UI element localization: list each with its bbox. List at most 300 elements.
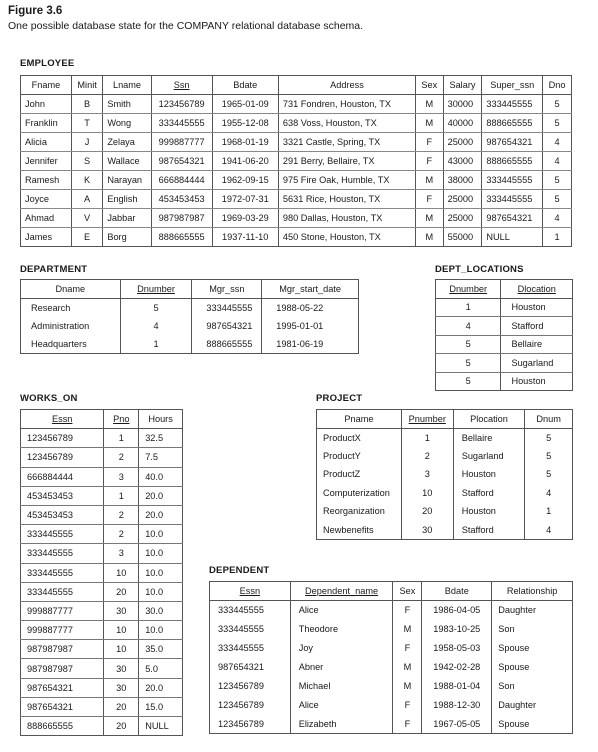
dependent-column-header: Relationship bbox=[492, 582, 573, 601]
works-on-cell: 10.0 bbox=[139, 621, 183, 640]
project-cell: Newbenefits bbox=[317, 521, 402, 540]
employee-cell: 25000 bbox=[443, 190, 482, 209]
employee-cell: John bbox=[21, 95, 72, 114]
project-table-title: PROJECT bbox=[316, 393, 363, 404]
project-cell: ProductZ bbox=[317, 465, 402, 484]
dependent-column-header: Bdate bbox=[422, 582, 492, 601]
department-table-row bbox=[21, 317, 359, 336]
employee-cell: Franklin bbox=[21, 114, 72, 133]
employee-table-row bbox=[21, 171, 572, 190]
employee-column-header: Super_ssn bbox=[482, 76, 543, 95]
dependent-cell: F bbox=[393, 715, 422, 734]
works-on-table-row bbox=[21, 486, 183, 505]
project-table-row bbox=[317, 447, 573, 466]
works-on-cell: 333445555 bbox=[21, 563, 104, 582]
project-cell: Sugarland bbox=[453, 447, 525, 466]
works-on-cell: 10.0 bbox=[139, 582, 183, 601]
employee-cell: 450 Stone, Houston, TX bbox=[278, 228, 415, 247]
employee-cell: 1965-01-09 bbox=[212, 95, 278, 114]
employee-cell: B bbox=[71, 95, 102, 114]
works-on-cell: 453453453 bbox=[21, 486, 104, 505]
dept-locations-table bbox=[435, 279, 573, 391]
employee-cell: 975 Fire Oak, Humble, TX bbox=[278, 171, 415, 190]
employee-cell: Smith bbox=[103, 95, 151, 114]
works-on-cell: 1 bbox=[104, 486, 139, 505]
works-on-cell: 30.0 bbox=[139, 601, 183, 620]
dependent-cell: F bbox=[393, 639, 422, 658]
dependent-cell: 1942-02-28 bbox=[422, 658, 492, 677]
employee-cell: M bbox=[416, 171, 443, 190]
dependent-column-header: Sex bbox=[393, 582, 422, 601]
employee-cell: 980 Dallas, Houston, TX bbox=[278, 209, 415, 228]
works-on-table-row bbox=[21, 697, 183, 716]
works-on-cell: 987654321 bbox=[21, 678, 104, 697]
department-table-row bbox=[21, 335, 359, 354]
employee-column-header: Salary bbox=[443, 76, 482, 95]
employee-cell: 3321 Castle, Spring, TX bbox=[278, 133, 415, 152]
works-on-cell: 7.5 bbox=[139, 448, 183, 467]
works-on-cell: 666884444 bbox=[21, 467, 104, 486]
employee-cell: Borg bbox=[103, 228, 151, 247]
works-on-table-row bbox=[21, 621, 183, 640]
dependent-cell: M bbox=[393, 677, 422, 696]
employee-cell: 999887777 bbox=[151, 133, 212, 152]
employee-cell: F bbox=[416, 152, 443, 171]
employee-cell: Ramesh bbox=[21, 171, 72, 190]
dependent-cell: 123456789 bbox=[210, 677, 291, 696]
employee-cell: Wallace bbox=[103, 152, 151, 171]
works-on-column-header: Essn bbox=[21, 410, 104, 429]
department-cell: 333445555 bbox=[192, 298, 262, 317]
dependent-cell: 123456789 bbox=[210, 715, 291, 734]
works-on-table-row bbox=[21, 448, 183, 467]
works-on-cell: 5.0 bbox=[139, 659, 183, 678]
works-on-cell: 453453453 bbox=[21, 505, 104, 524]
dependent-table-row bbox=[210, 601, 573, 620]
employee-cell: 1972-07-31 bbox=[212, 190, 278, 209]
department-cell: Headquarters bbox=[21, 335, 121, 354]
dependent-cell: F bbox=[393, 696, 422, 715]
dependent-cell: Joy bbox=[290, 639, 393, 658]
department-column-header: Mgr_start_date bbox=[262, 280, 359, 299]
dependent-cell: 333445555 bbox=[210, 620, 291, 639]
employee-cell: F bbox=[416, 133, 443, 152]
dependent-cell: F bbox=[393, 601, 422, 620]
dept-locations-table-row bbox=[436, 298, 573, 317]
dependent-cell: Alice bbox=[290, 601, 393, 620]
employee-column-header: Sex bbox=[416, 76, 443, 95]
department-cell: Administration bbox=[21, 317, 121, 336]
dependent-cell: 123456789 bbox=[210, 696, 291, 715]
works-on-cell: 333445555 bbox=[21, 544, 104, 563]
project-cell: Computerization bbox=[317, 484, 402, 503]
project-cell: Houston bbox=[453, 502, 525, 521]
employee-table-row bbox=[21, 209, 572, 228]
project-header-row bbox=[317, 410, 573, 429]
employee-cell: 1 bbox=[543, 228, 572, 247]
dependent-table-row bbox=[210, 715, 573, 734]
works-on-table-row bbox=[21, 659, 183, 678]
dependent-cell: Son bbox=[492, 677, 573, 696]
employee-cell: 987654321 bbox=[151, 152, 212, 171]
department-cell: 888665555 bbox=[192, 335, 262, 354]
employee-cell: James bbox=[21, 228, 72, 247]
employee-cell: 123456789 bbox=[151, 95, 212, 114]
employee-column-header: Ssn bbox=[151, 76, 212, 95]
figure-caption: One possible database state for the COMPANY relational database schema. bbox=[8, 20, 364, 32]
project-column-header: Plocation bbox=[453, 410, 525, 429]
department-cell: 987654321 bbox=[192, 317, 262, 336]
dependent-column-header: Dependent_name bbox=[290, 582, 393, 601]
employee-cell: 55000 bbox=[443, 228, 482, 247]
department-table-title: DEPARTMENT bbox=[20, 264, 88, 275]
dept-locations-column-header: Dlocation bbox=[501, 280, 573, 299]
dept-locations-cell: 5 bbox=[436, 354, 501, 373]
works-on-column-header: Hours bbox=[139, 410, 183, 429]
dept-locations-table-row bbox=[436, 354, 573, 373]
employee-cell: J bbox=[71, 133, 102, 152]
employee-cell: 1968-01-19 bbox=[212, 133, 278, 152]
employee-cell: 888665555 bbox=[482, 114, 543, 133]
project-cell: 4 bbox=[525, 521, 573, 540]
dependent-cell: 987654321 bbox=[210, 658, 291, 677]
works-on-cell: 20 bbox=[104, 582, 139, 601]
employee-cell: K bbox=[71, 171, 102, 190]
dependent-cell: 1986-04-05 bbox=[422, 601, 492, 620]
project-cell: Stafford bbox=[453, 521, 525, 540]
employee-table-row bbox=[21, 95, 572, 114]
works-on-cell: 10 bbox=[104, 640, 139, 659]
works-on-table-title: WORKS_ON bbox=[20, 393, 78, 404]
works-on-cell: 1 bbox=[104, 429, 139, 448]
dept-locations-table-row bbox=[436, 372, 573, 391]
employee-cell: 1969-03-29 bbox=[212, 209, 278, 228]
works-on-table-row bbox=[21, 582, 183, 601]
project-cell: 4 bbox=[525, 484, 573, 503]
works-on-cell: 15.0 bbox=[139, 697, 183, 716]
dependent-column-header: Essn bbox=[210, 582, 291, 601]
employee-cell: 1941-06-20 bbox=[212, 152, 278, 171]
employee-cell: 987654321 bbox=[482, 209, 543, 228]
works-on-cell: 987987987 bbox=[21, 640, 104, 659]
dependent-cell: 333445555 bbox=[210, 601, 291, 620]
works-on-cell: 3 bbox=[104, 467, 139, 486]
employee-cell: 5631 Rice, Houston, TX bbox=[278, 190, 415, 209]
works-on-cell: 3 bbox=[104, 544, 139, 563]
dependent-cell: Daughter bbox=[492, 601, 573, 620]
employee-cell: F bbox=[416, 190, 443, 209]
works-on-cell: 10.0 bbox=[139, 563, 183, 582]
project-table-row bbox=[317, 465, 573, 484]
dept-locations-cell: Houston bbox=[501, 298, 573, 317]
works-on-cell: 32.5 bbox=[139, 429, 183, 448]
dependent-table-row bbox=[210, 620, 573, 639]
employee-cell: 987987987 bbox=[151, 209, 212, 228]
dependent-cell: Elizabeth bbox=[290, 715, 393, 734]
employee-cell: 453453453 bbox=[151, 190, 212, 209]
employee-cell: M bbox=[416, 209, 443, 228]
project-cell: 2 bbox=[401, 447, 453, 466]
employee-cell: T bbox=[71, 114, 102, 133]
works-on-cell: 20 bbox=[104, 697, 139, 716]
employee-cell: 30000 bbox=[443, 95, 482, 114]
employee-cell: 638 Voss, Houston, TX bbox=[278, 114, 415, 133]
works-on-cell: 40.0 bbox=[139, 467, 183, 486]
employee-table-row bbox=[21, 190, 572, 209]
department-cell: 1981-06-19 bbox=[262, 335, 359, 354]
works-on-cell: 123456789 bbox=[21, 448, 104, 467]
employee-column-header: Dno bbox=[543, 76, 572, 95]
employee-cell: English bbox=[103, 190, 151, 209]
department-header-row bbox=[21, 280, 359, 299]
employee-cell: 38000 bbox=[443, 171, 482, 190]
employee-cell: Joyce bbox=[21, 190, 72, 209]
works-on-cell: 35.0 bbox=[139, 640, 183, 659]
project-cell: 5 bbox=[525, 447, 573, 466]
employee-cell: 291 Berry, Bellaire, TX bbox=[278, 152, 415, 171]
employee-cell: 25000 bbox=[443, 133, 482, 152]
works-on-cell: 30 bbox=[104, 659, 139, 678]
dependent-cell: 1988-12-30 bbox=[422, 696, 492, 715]
employee-cell: 5 bbox=[543, 95, 572, 114]
works-on-header-row bbox=[21, 410, 183, 429]
dependent-cell: M bbox=[393, 620, 422, 639]
works-on-cell: NULL bbox=[139, 717, 183, 736]
works-on-cell: 20.0 bbox=[139, 486, 183, 505]
employee-cell: 888665555 bbox=[151, 228, 212, 247]
dependent-header-row bbox=[210, 582, 573, 601]
dependent-table-row bbox=[210, 639, 573, 658]
dependent-cell: M bbox=[393, 658, 422, 677]
dependent-cell: 1958-05-03 bbox=[422, 639, 492, 658]
works-on-cell: 888665555 bbox=[21, 717, 104, 736]
department-table-row bbox=[21, 298, 359, 317]
dependent-cell: 1988-01-04 bbox=[422, 677, 492, 696]
dependent-cell: Spouse bbox=[492, 715, 573, 734]
employee-cell: 333445555 bbox=[151, 114, 212, 133]
works-on-cell: 2 bbox=[104, 525, 139, 544]
project-cell: Bellaire bbox=[453, 428, 525, 447]
department-column-header: Mgr_ssn bbox=[192, 280, 262, 299]
employee-column-header: Address bbox=[278, 76, 415, 95]
project-column-header: Pname bbox=[317, 410, 402, 429]
department-cell: 1988-05-22 bbox=[262, 298, 359, 317]
employee-column-header: Minit bbox=[71, 76, 102, 95]
dept-locations-cell: Houston bbox=[501, 372, 573, 391]
dependent-cell: Spouse bbox=[492, 639, 573, 658]
dependent-cell: Spouse bbox=[492, 658, 573, 677]
project-cell: 20 bbox=[401, 502, 453, 521]
employee-cell: 1955-12-08 bbox=[212, 114, 278, 133]
employee-cell: M bbox=[416, 95, 443, 114]
employee-cell: Narayan bbox=[103, 171, 151, 190]
works-on-cell: 333445555 bbox=[21, 582, 104, 601]
dept-locations-cell: 5 bbox=[436, 335, 501, 354]
works-on-cell: 987654321 bbox=[21, 697, 104, 716]
works-on-table-row bbox=[21, 563, 183, 582]
employee-cell: M bbox=[416, 228, 443, 247]
employee-cell: 4 bbox=[543, 133, 572, 152]
dependent-cell: Theodore bbox=[290, 620, 393, 639]
project-column-header: Dnum bbox=[525, 410, 573, 429]
project-cell: 5 bbox=[525, 428, 573, 447]
project-cell: Houston bbox=[453, 465, 525, 484]
dependent-cell: Daughter bbox=[492, 696, 573, 715]
employee-table-title: EMPLOYEE bbox=[20, 58, 75, 69]
employee-cell: 888665555 bbox=[482, 152, 543, 171]
employee-cell: E bbox=[71, 228, 102, 247]
works-on-table bbox=[20, 409, 183, 736]
employee-cell: Jabbar bbox=[103, 209, 151, 228]
employee-column-header: Fname bbox=[21, 76, 72, 95]
dependent-cell: 1967-05-05 bbox=[422, 715, 492, 734]
dept-locations-cell: 1 bbox=[436, 298, 501, 317]
works-on-cell: 20 bbox=[104, 717, 139, 736]
employee-table-row bbox=[21, 228, 572, 247]
employee-cell: Jennifer bbox=[21, 152, 72, 171]
department-column-header: Dnumber bbox=[120, 280, 192, 299]
works-on-cell: 30 bbox=[104, 601, 139, 620]
dependent-cell: Michael bbox=[290, 677, 393, 696]
project-cell: 3 bbox=[401, 465, 453, 484]
dependent-cell: 1983-10-25 bbox=[422, 620, 492, 639]
employee-cell: 666884444 bbox=[151, 171, 212, 190]
works-on-cell: 30 bbox=[104, 678, 139, 697]
department-table bbox=[20, 279, 359, 354]
employee-cell: 987654321 bbox=[482, 133, 543, 152]
works-on-cell: 987987987 bbox=[21, 659, 104, 678]
employee-cell: M bbox=[416, 114, 443, 133]
employee-cell: A bbox=[71, 190, 102, 209]
employee-table-row bbox=[21, 152, 572, 171]
works-on-table-row bbox=[21, 544, 183, 563]
works-on-cell: 10.0 bbox=[139, 525, 183, 544]
employee-cell: 4 bbox=[543, 209, 572, 228]
employee-cell: Ahmad bbox=[21, 209, 72, 228]
project-cell: 10 bbox=[401, 484, 453, 503]
works-on-cell: 20.0 bbox=[139, 505, 183, 524]
project-cell: ProductX bbox=[317, 428, 402, 447]
works-on-table-row bbox=[21, 525, 183, 544]
employee-cell: Zelaya bbox=[103, 133, 151, 152]
project-cell: Reorganization bbox=[317, 502, 402, 521]
dependent-cell: Abner bbox=[290, 658, 393, 677]
employee-cell: 333445555 bbox=[482, 190, 543, 209]
works-on-cell: 333445555 bbox=[21, 525, 104, 544]
dept-locations-table-row bbox=[436, 317, 573, 336]
employee-table-row bbox=[21, 114, 572, 133]
works-on-table-row bbox=[21, 640, 183, 659]
works-on-table-row bbox=[21, 717, 183, 736]
employee-cell: Alicia bbox=[21, 133, 72, 152]
works-on-cell: 2 bbox=[104, 448, 139, 467]
employee-cell: 43000 bbox=[443, 152, 482, 171]
project-cell: ProductY bbox=[317, 447, 402, 466]
dept-locations-column-header: Dnumber bbox=[436, 280, 501, 299]
project-cell: 5 bbox=[525, 465, 573, 484]
dept-locations-cell: Sugarland bbox=[501, 354, 573, 373]
project-table bbox=[316, 409, 573, 540]
employee-cell: NULL bbox=[482, 228, 543, 247]
works-on-cell: 20.0 bbox=[139, 678, 183, 697]
dependent-table-row bbox=[210, 658, 573, 677]
employee-column-header: Bdate bbox=[212, 76, 278, 95]
works-on-column-header: Pno bbox=[104, 410, 139, 429]
project-column-header: Pnumber bbox=[401, 410, 453, 429]
employee-cell: S bbox=[71, 152, 102, 171]
employee-cell: Wong bbox=[103, 114, 151, 133]
dept-locations-cell: Bellaire bbox=[501, 335, 573, 354]
project-cell: 30 bbox=[401, 521, 453, 540]
dept-locations-cell: 4 bbox=[436, 317, 501, 336]
works-on-cell: 123456789 bbox=[21, 429, 104, 448]
employee-cell: 5 bbox=[543, 190, 572, 209]
employee-cell: 333445555 bbox=[482, 95, 543, 114]
dependent-table-title: DEPENDENT bbox=[209, 565, 270, 576]
employee-table bbox=[20, 75, 572, 247]
employee-cell: V bbox=[71, 209, 102, 228]
dept-locations-cell: Stafford bbox=[501, 317, 573, 336]
works-on-table-row bbox=[21, 505, 183, 524]
employee-table-row bbox=[21, 133, 572, 152]
dependent-table-row bbox=[210, 696, 573, 715]
dependent-table bbox=[209, 581, 573, 734]
works-on-cell: 999887777 bbox=[21, 601, 104, 620]
project-cell: 1 bbox=[401, 428, 453, 447]
department-cell: Research bbox=[21, 298, 121, 317]
employee-cell: 731 Fondren, Houston, TX bbox=[278, 95, 415, 114]
dept-locations-table-title: DEPT_LOCATIONS bbox=[435, 264, 524, 275]
project-cell: 1 bbox=[525, 502, 573, 521]
works-on-table-row bbox=[21, 429, 183, 448]
dependent-table-row bbox=[210, 677, 573, 696]
works-on-table-row bbox=[21, 467, 183, 486]
figure-title: Figure 3.6 bbox=[8, 5, 63, 17]
employee-cell: 1962-09-15 bbox=[212, 171, 278, 190]
department-cell: 5 bbox=[120, 298, 192, 317]
department-cell: 1 bbox=[120, 335, 192, 354]
project-table-row bbox=[317, 521, 573, 540]
works-on-table-row bbox=[21, 678, 183, 697]
employee-cell: 5 bbox=[543, 171, 572, 190]
dependent-cell: Alice bbox=[290, 696, 393, 715]
dept-locations-header-row bbox=[436, 280, 573, 299]
dependent-cell: Son bbox=[492, 620, 573, 639]
employee-column-header: Lname bbox=[103, 76, 151, 95]
employee-cell: 5 bbox=[543, 114, 572, 133]
dept-locations-cell: 5 bbox=[436, 372, 501, 391]
works-on-cell: 10 bbox=[104, 563, 139, 582]
works-on-cell: 2 bbox=[104, 505, 139, 524]
works-on-cell: 10 bbox=[104, 621, 139, 640]
employee-header-row bbox=[21, 76, 572, 95]
department-cell: 1995-01-01 bbox=[262, 317, 359, 336]
department-cell: 4 bbox=[120, 317, 192, 336]
project-cell: Stafford bbox=[453, 484, 525, 503]
employee-cell: 4 bbox=[543, 152, 572, 171]
project-table-row bbox=[317, 502, 573, 521]
department-column-header: Dname bbox=[21, 280, 121, 299]
employee-cell: 40000 bbox=[443, 114, 482, 133]
works-on-cell: 999887777 bbox=[21, 621, 104, 640]
project-table-row bbox=[317, 484, 573, 503]
works-on-cell: 10.0 bbox=[139, 544, 183, 563]
dept-locations-table-row bbox=[436, 335, 573, 354]
employee-cell: 1937-11-10 bbox=[212, 228, 278, 247]
employee-cell: 25000 bbox=[443, 209, 482, 228]
works-on-table-row bbox=[21, 601, 183, 620]
project-table-row bbox=[317, 428, 573, 447]
